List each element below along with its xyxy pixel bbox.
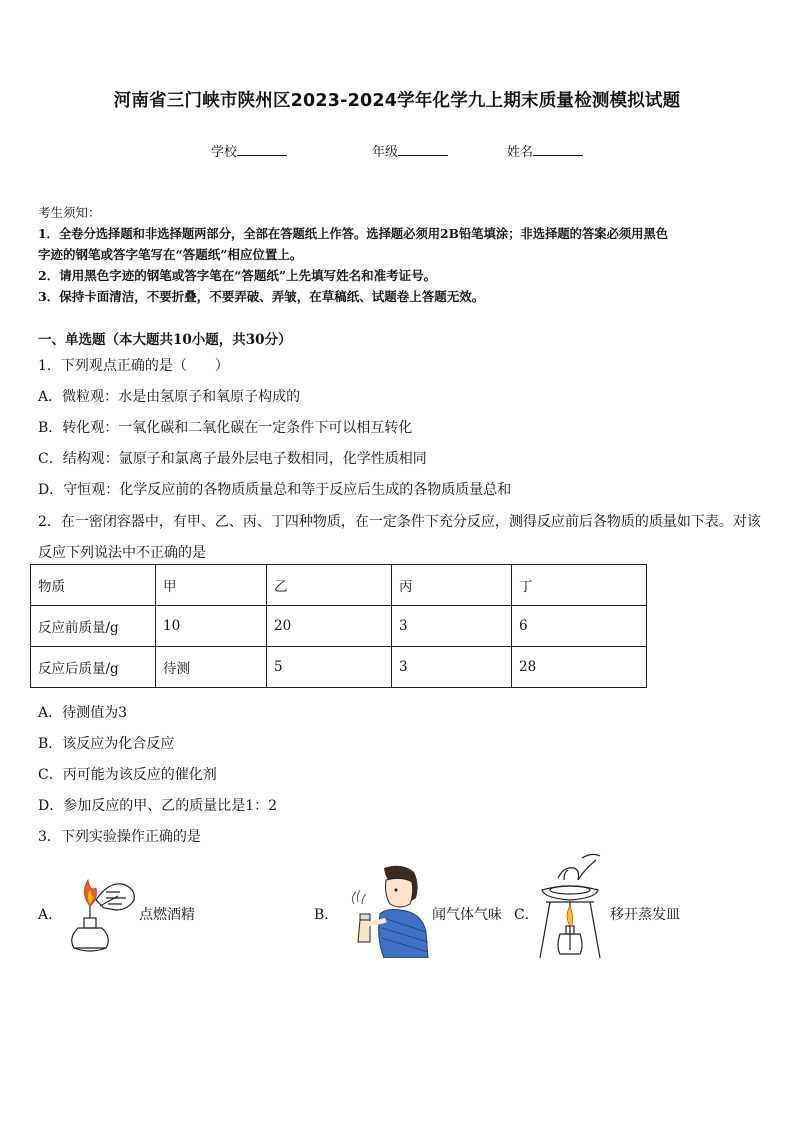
table-cell: 乙	[267, 565, 392, 606]
name-field	[507, 141, 583, 160]
q2-stem-line1: 2．在一密闭容器中，有甲、乙、丙、丁四种物质，在一定条件下充分反应，测得反应前后各物质的质量如下表。对该	[38, 514, 761, 530]
grade-label: 年级	[372, 145, 399, 160]
section-heading: 一、单选题（本大题共10小题，共30分）	[38, 332, 292, 348]
q3-option-b-letter: B．	[314, 907, 339, 923]
notice-item: 1．全卷分选择题和非选择题两部分，全部在答题纸上作答。选择题必须用2B铅笔填涂；非选择题的答案必须用黑色	[38, 226, 669, 241]
table-cell: 丁	[512, 565, 647, 606]
boy-smelling-image	[340, 858, 430, 958]
school-field	[211, 141, 287, 160]
q1-option-d: D．守恒观：化学反应前的各物质质量总和等于反应后生成的各物质质量总和	[38, 482, 512, 498]
q3-option-c-letter: C．	[514, 907, 539, 923]
table-cell: 3	[392, 606, 512, 647]
q3-option-b-caption: 闻气体气味	[432, 907, 502, 923]
table-cell: 反应后质量/g	[31, 647, 156, 688]
grade-blank	[398, 143, 448, 156]
table-row	[31, 647, 647, 688]
table-cell: 5	[267, 647, 392, 688]
notice-item: 3．保持卡面清洁，不要折叠，不要弄破、弄皱，在草稿纸、试题卷上答题无效。	[38, 289, 485, 304]
q3-stem: 3．下列实验操作正确的是	[38, 829, 201, 845]
notice-item: 2．请用黑色字迹的钢笔或答字笔在“答题纸”上先填写姓名和准考证号。	[38, 268, 437, 283]
table-header-row	[31, 565, 647, 606]
table-cell: 丙	[392, 565, 512, 606]
notice-heading: 考生须知：	[38, 205, 101, 220]
q2-option-d: D．参加反应的甲、乙的质量比是1：2	[38, 798, 278, 814]
table-cell: 6	[512, 606, 647, 647]
table-cell: 28	[512, 647, 647, 688]
table-cell: 3	[392, 647, 512, 688]
q3-option-c-caption: 移开蒸发皿	[610, 907, 680, 923]
table-cell: 待测	[156, 647, 267, 688]
table-cell: 物质	[31, 565, 156, 606]
q3-option-a-caption: 点燃酒精	[139, 907, 195, 923]
q1-stem: 1．下列观点正确的是（ ）	[38, 358, 229, 374]
table-cell: 20	[267, 606, 392, 647]
name-label: 姓名	[507, 145, 534, 160]
notice-item: 字迹的钢笔或答字笔写在“答题纸”相应位置上。	[38, 247, 303, 262]
q1-option-c: C．结构观：氩原子和氯离子最外层电子数相同，化学性质相同	[38, 451, 427, 467]
q1-option-b: B．转化观：一氧化碳和二氧化碳在一定条件下可以相互转化	[38, 420, 413, 436]
grade-field	[372, 141, 448, 160]
q3-option-a-letter: A．	[38, 907, 63, 923]
q2-option-b: B．该反应为化合反应	[38, 736, 175, 752]
q2-stem-line2: 反应下列说法中不正确的是	[38, 545, 206, 561]
mass-table	[30, 564, 647, 688]
school-blank	[237, 143, 287, 156]
q1-option-a: A．微粒观：水是由氢原子和氧原子构成的	[38, 389, 301, 405]
page-title: 河南省三门峡市陕州区2023-2024学年化学九上期末质量检测模拟试题	[113, 91, 681, 111]
table-cell: 反应前质量/g	[31, 606, 156, 647]
alcohol-lamp-image	[60, 866, 142, 956]
school-label: 学校	[211, 145, 238, 160]
name-blank	[533, 143, 583, 156]
table-cell: 甲	[156, 565, 267, 606]
table-cell: 10	[156, 606, 267, 647]
q2-option-a: A．待测值为3	[38, 705, 128, 721]
evaporating-dish-image	[534, 850, 606, 962]
table-row	[31, 606, 647, 647]
q2-option-c: C．丙可能为该反应的催化剂	[38, 767, 217, 783]
